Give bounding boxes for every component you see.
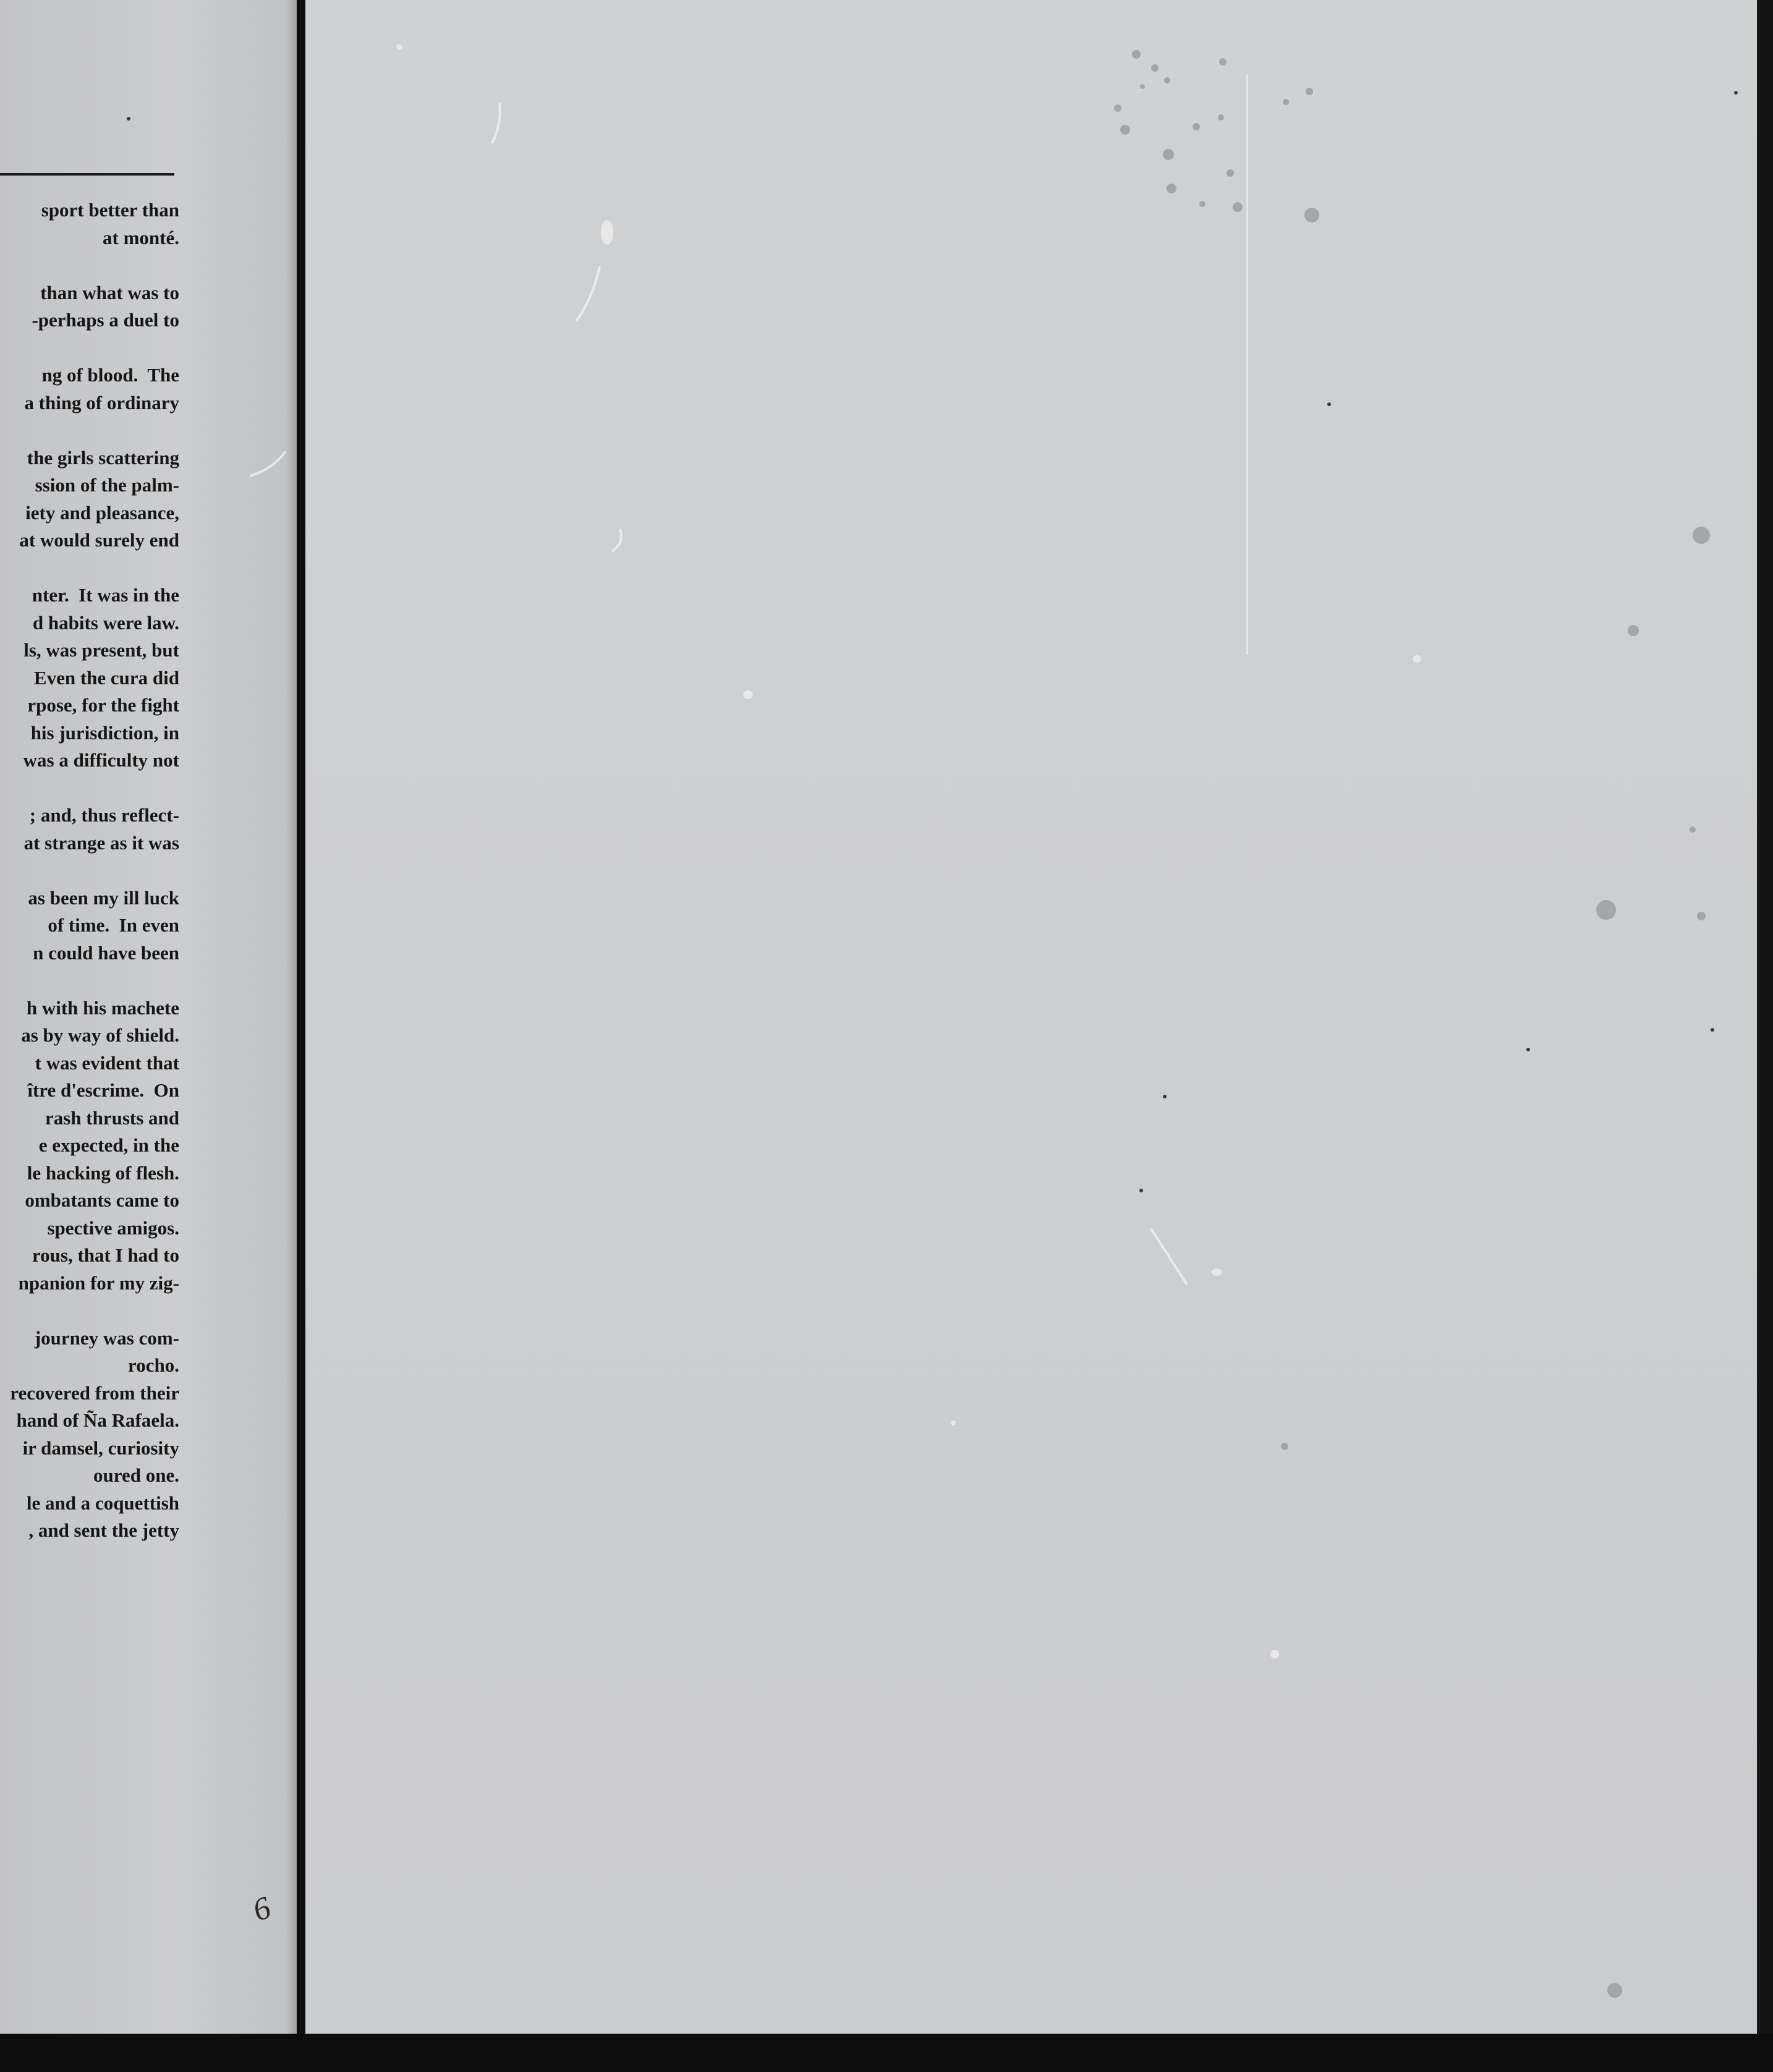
- text-line: Even the cura did: [33, 666, 179, 689]
- text-line: iety and pleasance,: [25, 501, 179, 524]
- text-line: n could have been: [33, 941, 179, 964]
- text-line: ir damsel, curiosity: [22, 1437, 179, 1459]
- text-line: npanion for my zig-: [18, 1272, 179, 1294]
- text-line: at would surely end: [19, 529, 179, 551]
- text-line: spective amigos.: [47, 1216, 179, 1239]
- text-line: rash thrusts and: [45, 1106, 179, 1129]
- scan-right-edge: [1757, 0, 1773, 2072]
- text-line: his jurisdiction, in: [30, 721, 179, 744]
- text-line: than what was to: [40, 281, 179, 304]
- text-line: as been my ill luck: [28, 886, 179, 909]
- text-line: was a difficulty not: [23, 749, 179, 771]
- text-line: ombatants came to: [25, 1189, 179, 1211]
- text-line: a thing of ordinary: [24, 391, 179, 414]
- text-line: as by way of shield.: [21, 1024, 179, 1046]
- text-line: le and a coquettish: [26, 1492, 179, 1514]
- text-line: sport better than: [41, 199, 179, 221]
- text-line: nter. It was in the: [32, 584, 179, 606]
- text-line: of time. In even: [48, 914, 179, 936]
- text-line: recovered from their: [10, 1382, 179, 1404]
- text-line: journey was com-: [34, 1327, 179, 1349]
- text-line: at strange as it was: [23, 831, 179, 854]
- text-line: rocho.: [128, 1354, 179, 1376]
- text-line: , and sent the jetty: [28, 1519, 179, 1541]
- text-line: rpose, for the fight: [27, 694, 179, 716]
- text-line: at monté.: [103, 226, 179, 248]
- text-line: rous, that I had to: [32, 1244, 179, 1266]
- text-line: -perhaps a duel to: [32, 309, 179, 331]
- text-line: ng of blood. The: [41, 364, 179, 386]
- page-number: 6: [248, 1890, 276, 1929]
- text-line: le hacking of flesh.: [27, 1161, 179, 1184]
- text-line: the girls scattering: [27, 446, 179, 469]
- text-line: ; and, thus reflect-: [29, 804, 179, 826]
- text-line: oured one.: [93, 1464, 179, 1486]
- text-line: t was evident that: [35, 1051, 179, 1074]
- scan-bottom-border: [0, 2034, 1773, 2072]
- text-line: h with his machete: [26, 996, 179, 1019]
- text-line: e expected, in the: [38, 1134, 179, 1156]
- text-line: ssion of the palm-: [35, 474, 179, 496]
- text-line: hand of Ña Rafaela.: [16, 1409, 179, 1431]
- text-line: d habits were law.: [32, 611, 179, 634]
- text-line: ls, was present, but: [23, 639, 179, 661]
- text-line: ître d'escrime. On: [27, 1079, 179, 1101]
